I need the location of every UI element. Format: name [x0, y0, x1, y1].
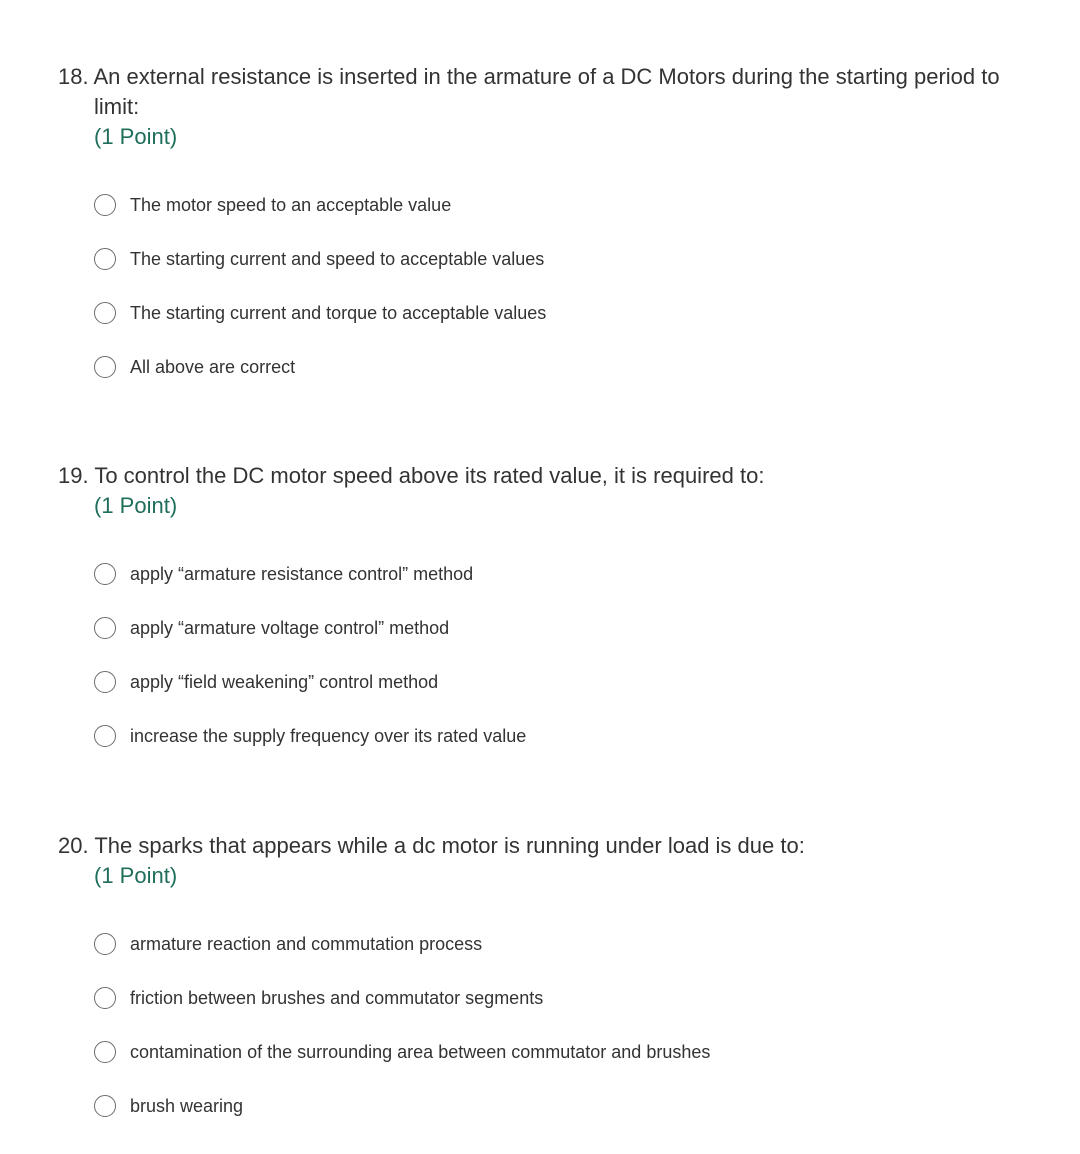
question-points: (1 Point) [94, 863, 178, 888]
option-label: armature reaction and commutation process [130, 933, 483, 954]
option-20-a[interactable] [94, 917, 1038, 971]
radio-button[interactable] [94, 725, 116, 747]
option-label: brush wearing [130, 1095, 244, 1116]
option-20-c[interactable] [94, 1025, 1038, 1079]
question-title [58, 62, 1038, 122]
option-label: The starting current and speed to acceptable values [130, 248, 545, 269]
question-title [58, 461, 1038, 491]
question-text: The sparks that appears while a dc motor is running under load is due to: [94, 833, 805, 858]
question-19 [58, 461, 1038, 763]
radio-button[interactable] [94, 617, 116, 639]
question-number: 19. [58, 463, 89, 488]
options-list [58, 917, 1038, 1133]
option-18-a[interactable] [94, 178, 1038, 232]
question-points: (1 Point) [94, 124, 178, 149]
radio-button[interactable] [94, 987, 116, 1009]
question-title [58, 831, 1038, 861]
radio-button[interactable] [94, 563, 116, 585]
question-number: 18. [58, 64, 89, 89]
radio-button[interactable] [94, 248, 116, 270]
option-20-b[interactable] [94, 971, 1038, 1025]
options-list [58, 547, 1038, 763]
radio-button[interactable] [94, 671, 116, 693]
question-text: An external resistance is inserted in the armature of a DC Motors during the starting period to limit: [93, 64, 1000, 119]
question-20 [58, 831, 1038, 1133]
question-18 [58, 62, 1038, 394]
option-label: apply “armature voltage control” method [130, 617, 450, 638]
option-19-d[interactable] [94, 709, 1038, 763]
option-18-b[interactable] [94, 232, 1038, 286]
question-number: 20. [58, 833, 89, 858]
option-label: contamination of the surrounding area between commutator and brushes [130, 1041, 711, 1062]
option-label: The starting current and torque to acceptable values [130, 302, 547, 323]
question-points: (1 Point) [94, 493, 178, 518]
option-label: increase the supply frequency over its rated value [130, 725, 527, 746]
option-label: All above are correct [130, 356, 296, 377]
radio-button[interactable] [94, 1095, 116, 1117]
option-19-b[interactable] [94, 601, 1038, 655]
option-19-c[interactable] [94, 655, 1038, 709]
option-label: apply “field weakening” control method [130, 671, 439, 692]
option-label: friction between brushes and commutator segments [130, 987, 544, 1008]
radio-button[interactable] [94, 933, 116, 955]
option-18-d[interactable] [94, 340, 1038, 394]
option-20-d[interactable] [94, 1079, 1038, 1133]
radio-button[interactable] [94, 302, 116, 324]
question-text: To control the DC motor speed above its rated value, it is required to: [94, 463, 765, 488]
radio-button[interactable] [94, 1041, 116, 1063]
options-list [58, 178, 1038, 394]
option-19-a[interactable] [94, 547, 1038, 601]
option-label: apply “armature resistance control” method [130, 563, 474, 584]
option-18-c[interactable] [94, 286, 1038, 340]
radio-button[interactable] [94, 356, 116, 378]
radio-button[interactable] [94, 194, 116, 216]
option-label: The motor speed to an acceptable value [130, 194, 452, 215]
